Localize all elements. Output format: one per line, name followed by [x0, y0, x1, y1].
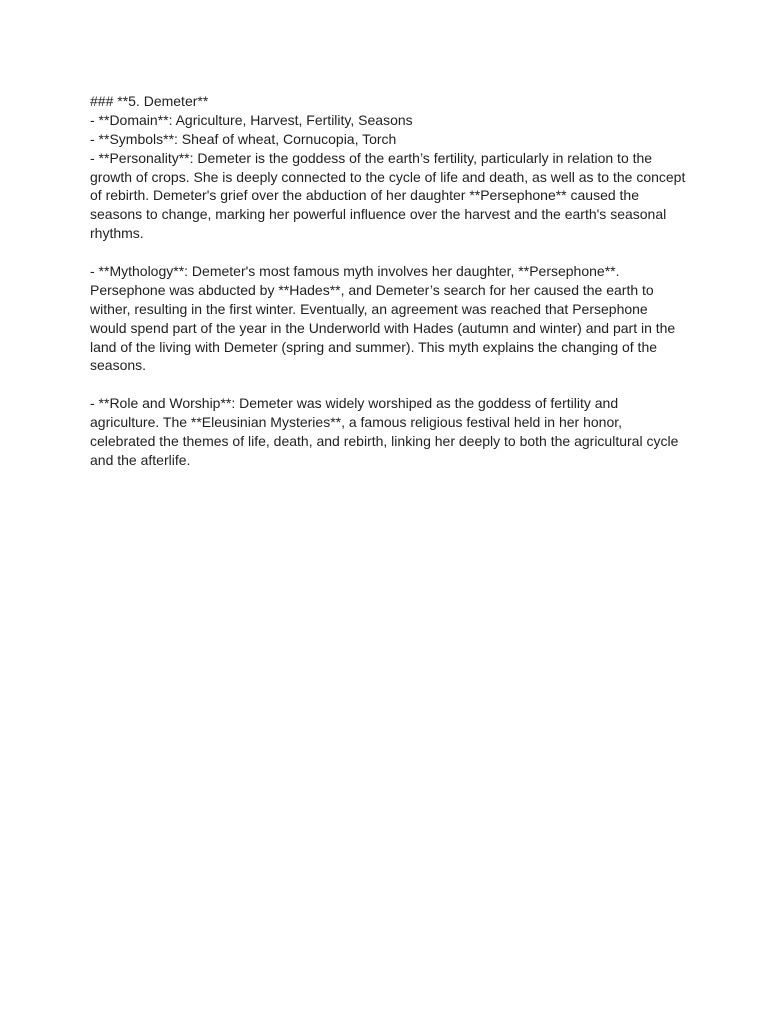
- mythology-line: - **Mythology**: Demeter's most famous myth involves her daughter, **Persephone**.: [90, 263, 620, 280]
- worship-line: celebrated the themes of life, death, and rebirth, linking her deeply to both the agricultural cycle: [90, 433, 679, 450]
- personality-line: growth of crops. She is deeply connected to the cycle of life and death, as well as to the concept: [90, 168, 686, 185]
- symbols-line: - **Symbols**: Sheaf of wheat, Cornucopia, Torch: [90, 130, 397, 147]
- paragraph-spacer: [90, 375, 690, 394]
- worship-paragraph: [90, 394, 690, 470]
- mythology-paragraph: [90, 262, 690, 375]
- personality-paragraph: [90, 149, 690, 243]
- paragraph-spacer: [90, 243, 690, 262]
- personality-line: seasons to change, marking her powerful influence over the harvest and the earth's seasonal: [90, 206, 667, 223]
- domain-line: - **Domain**: Agriculture, Harvest, Fertility, Seasons: [90, 111, 413, 128]
- mythology-line: land of the living with Demeter (spring and summer). This myth explains the changing of the: [90, 338, 658, 355]
- mythology-line: seasons.: [90, 357, 147, 374]
- worship-line: and the afterlife.: [90, 451, 191, 468]
- worship-line: agriculture. The **Eleusinian Mysteries**, a famous religious festival held in her honor,: [90, 414, 623, 431]
- mythology-line: would spend part of the year in the Underworld with Hades (autumn and winter) and part in the: [90, 319, 676, 336]
- mythology-line: Persephone was abducted by **Hades**, and Demeter’s search for her caused the earth to: [90, 281, 654, 298]
- section-heading: ### **5. Demeter**: [90, 93, 209, 109]
- personality-line: - **Personality**: Demeter is the goddess of the earth’s fertility, particularly in relation to the: [90, 149, 653, 166]
- personality-line: of rebirth. Demeter's grief over the abduction of her daughter **Persephone** caused the: [90, 187, 640, 204]
- worship-line: - **Role and Worship**: Demeter was widely worshiped as the goddess of fertility and: [90, 395, 619, 412]
- document-page: [90, 92, 690, 470]
- personality-line: rhythms.: [90, 225, 144, 242]
- mythology-line: wither, resulting in the first winter. Eventually, an agreement was reached that Persephone: [90, 300, 648, 317]
